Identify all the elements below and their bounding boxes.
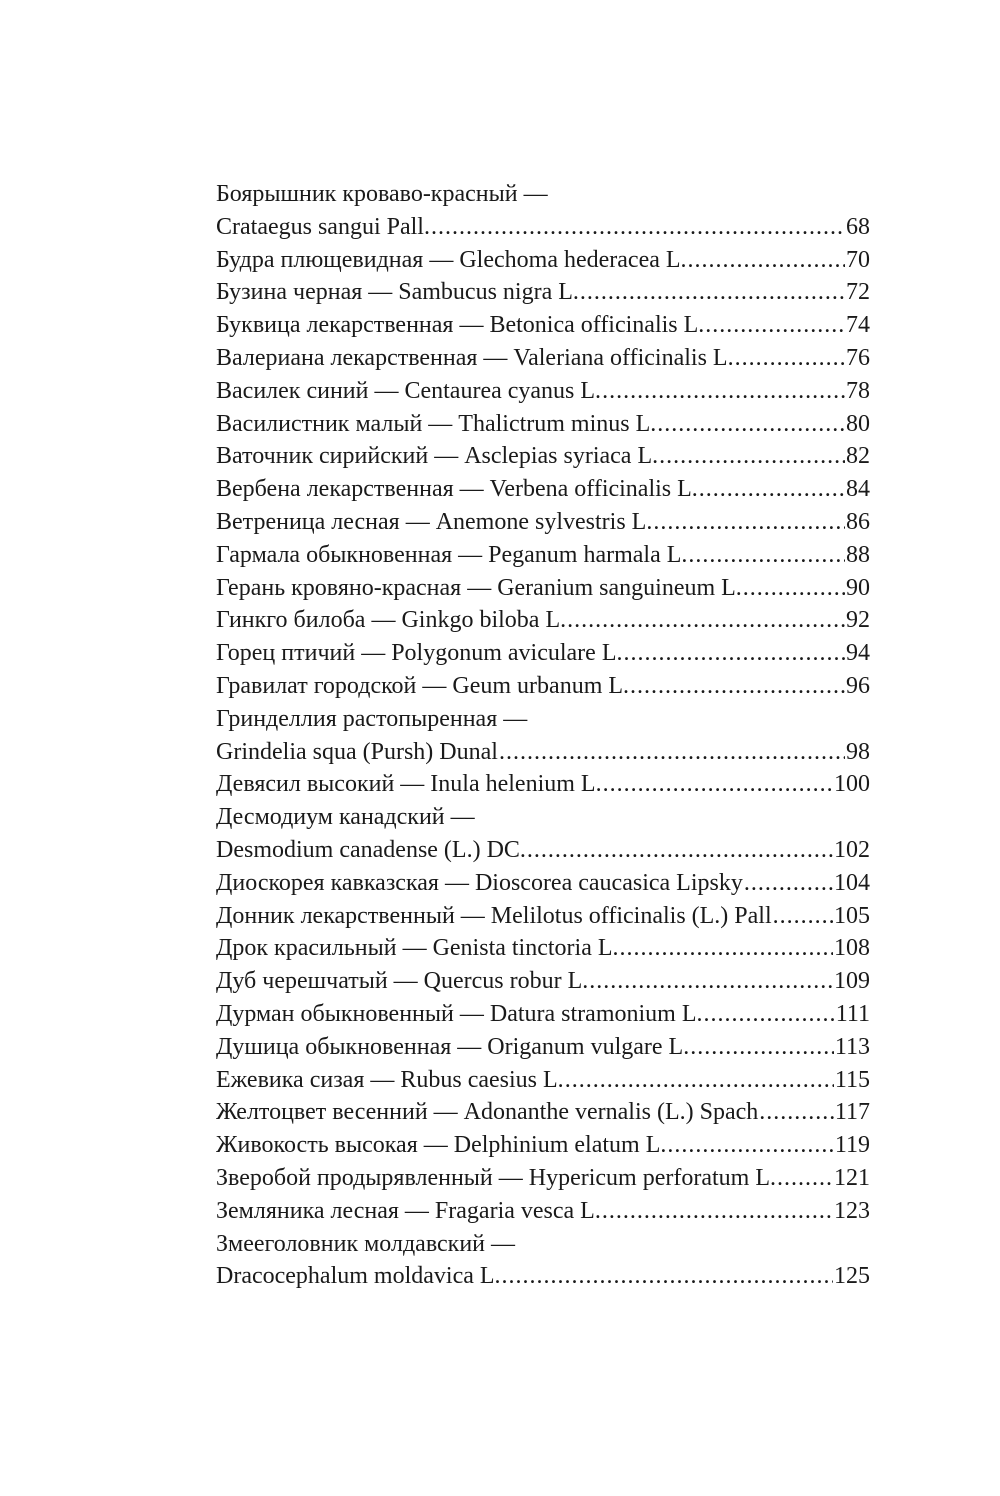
toc-page-number: 98 bbox=[846, 738, 870, 765]
toc-entry bbox=[216, 408, 870, 441]
toc-page-number: 90 bbox=[846, 574, 870, 601]
toc-entry-title: Ветреница лесная — Anemone sylvestris L. bbox=[216, 508, 653, 535]
toc-entry-line bbox=[216, 834, 870, 867]
toc-page-number: 104 bbox=[834, 869, 870, 896]
toc-entry-line bbox=[216, 867, 870, 900]
dot-leader bbox=[602, 1195, 833, 1228]
toc-entry-line bbox=[216, 1228, 870, 1261]
toc-entry-title: Душица обыкновенная — Origanum vulgare L. bbox=[216, 1033, 690, 1060]
dot-leader bbox=[743, 572, 845, 605]
toc-entry-line bbox=[216, 375, 870, 408]
toc-entry bbox=[216, 539, 870, 572]
dot-leader bbox=[735, 342, 845, 375]
dot-leader bbox=[620, 932, 833, 965]
toc-page-number: 100 bbox=[834, 771, 870, 798]
toc-page-number: 72 bbox=[846, 279, 870, 306]
toc-entry bbox=[216, 1228, 870, 1294]
toc-entry-line bbox=[216, 604, 870, 637]
toc-entry-title: Дурман обыкновенный — Datura stramonium L. bbox=[216, 1000, 703, 1027]
dot-leader bbox=[499, 736, 845, 769]
toc-entry-line bbox=[216, 670, 870, 703]
toc-entry bbox=[216, 440, 870, 473]
toc-entry-title: Буквица лекарственная — Betonica officinalis L. bbox=[216, 312, 705, 339]
toc-entry bbox=[216, 768, 870, 801]
toc-entry-title: Диоскорея кавказская — Dioscorea caucasica Lipsky bbox=[216, 869, 743, 896]
toc-page-number: 78 bbox=[846, 377, 870, 404]
toc-entry-title: Герань кровяно-красная — Geranium sanguineum L. bbox=[216, 574, 742, 601]
toc-entry-title: Desmodium canadense (L.) DC. bbox=[216, 836, 526, 863]
toc-entry-title: Гинкго билоба — Ginkgo biloba L. bbox=[216, 607, 567, 634]
dot-leader bbox=[667, 1129, 834, 1162]
dot-leader bbox=[777, 1162, 833, 1195]
toc-entry-title: Гармала обыкновенная — Peganum harmala L. bbox=[216, 541, 688, 568]
dot-leader bbox=[502, 1260, 833, 1293]
toc-entry bbox=[216, 1096, 870, 1129]
toc-page-number: 111 bbox=[835, 1000, 870, 1027]
toc-entry-line bbox=[216, 539, 870, 572]
toc-entry bbox=[216, 342, 870, 375]
toc-entry bbox=[216, 473, 870, 506]
toc-page-number: 121 bbox=[834, 1164, 870, 1191]
toc-entry-line bbox=[216, 1260, 870, 1293]
toc-page-number: 96 bbox=[846, 672, 870, 699]
toc-page-number: 68 bbox=[846, 213, 870, 240]
toc-entry-title: Дуб черешчатый — Quercus robur L. bbox=[216, 968, 589, 995]
dot-leader bbox=[759, 1096, 834, 1129]
dot-leader bbox=[657, 408, 845, 441]
dot-leader bbox=[603, 768, 833, 801]
toc-entry bbox=[216, 1195, 870, 1228]
toc-entry-line bbox=[216, 1031, 870, 1064]
toc-entry bbox=[216, 506, 870, 539]
toc-page-number: 113 bbox=[834, 1033, 870, 1060]
dot-leader bbox=[705, 309, 845, 342]
toc-entry-line bbox=[216, 1129, 870, 1162]
toc-page-number: 102 bbox=[834, 836, 870, 863]
dot-leader bbox=[703, 998, 834, 1031]
toc-entry-title: Гринделлия растопыренная — bbox=[216, 705, 528, 732]
toc-page-number: 74 bbox=[846, 312, 870, 339]
toc-entry-title: Ваточник сирийский — Asclepias syriaca L. bbox=[216, 443, 659, 470]
toc-entry bbox=[216, 1031, 870, 1064]
dot-leader bbox=[527, 834, 833, 867]
toc-entry-title: Горец птичий — Polygonum aviculare L. bbox=[216, 640, 623, 667]
toc-entry bbox=[216, 867, 870, 900]
toc-entry bbox=[216, 900, 870, 933]
toc-entry-line bbox=[216, 178, 870, 211]
toc-page-number: 105 bbox=[834, 902, 870, 929]
toc-entry bbox=[216, 932, 870, 965]
toc-entry-line bbox=[216, 342, 870, 375]
toc-page-number: 108 bbox=[834, 935, 870, 962]
toc-entry-title: Земляника лесная — Fragaria vesca L. bbox=[216, 1197, 601, 1224]
toc-entry-line bbox=[216, 211, 870, 244]
toc-entry bbox=[216, 375, 870, 408]
toc-entry-title: Бузина черная — Sambucus nigra L. bbox=[216, 279, 579, 306]
toc-entry bbox=[216, 1129, 870, 1162]
dot-leader bbox=[659, 440, 845, 473]
toc-page-number: 80 bbox=[846, 410, 870, 437]
dot-leader bbox=[653, 506, 845, 539]
toc-entry-line bbox=[216, 768, 870, 801]
toc-entry bbox=[216, 637, 870, 670]
toc-entry-line bbox=[216, 309, 870, 342]
toc-entry-line bbox=[216, 1064, 870, 1097]
table-of-contents bbox=[216, 178, 870, 1293]
toc-entry bbox=[216, 572, 870, 605]
toc-page-number: 109 bbox=[834, 968, 870, 995]
toc-entry-line bbox=[216, 276, 870, 309]
dot-leader bbox=[699, 473, 845, 506]
toc-entry-title: Будра плющевидная — Glechoma hederacea L. bbox=[216, 246, 687, 273]
toc-entry-line bbox=[216, 637, 870, 670]
dot-leader bbox=[630, 670, 845, 703]
toc-entry-title: Dracocephalum moldavica L. bbox=[216, 1263, 501, 1290]
toc-entry-line bbox=[216, 1096, 870, 1129]
dot-leader bbox=[567, 604, 845, 637]
toc-entry bbox=[216, 309, 870, 342]
toc-page-number: 92 bbox=[846, 607, 870, 634]
toc-page-number: 119 bbox=[834, 1132, 870, 1159]
toc-entry-line bbox=[216, 900, 870, 933]
toc-entry-line bbox=[216, 736, 870, 769]
dot-leader bbox=[431, 211, 845, 244]
toc-entry-title: Желтоцвет весенний — Adonanthe vernalis (L.) Spach bbox=[216, 1099, 759, 1126]
toc-entry bbox=[216, 703, 870, 769]
toc-entry bbox=[216, 244, 870, 277]
toc-page-number: 82 bbox=[846, 443, 870, 470]
toc-entry bbox=[216, 276, 870, 309]
toc-page-number: 84 bbox=[846, 476, 870, 503]
toc-entry-line bbox=[216, 703, 870, 736]
toc-entry-title: Змееголовник молдавский — bbox=[216, 1230, 516, 1257]
toc-entry-title: Ежевика сизая — Rubus caesius L. bbox=[216, 1066, 564, 1093]
toc-entry-title: Живокость высокая — Delphinium elatum L. bbox=[216, 1132, 667, 1159]
toc-entry bbox=[216, 801, 870, 867]
toc-entry-line bbox=[216, 965, 870, 998]
dot-leader bbox=[688, 539, 845, 572]
toc-entry-title: Василек синий — Centaurea cyanus L. bbox=[216, 377, 602, 404]
toc-entry-title: Дрок красильный — Genista tinctoria L. bbox=[216, 935, 619, 962]
toc-entry-line bbox=[216, 506, 870, 539]
toc-entry bbox=[216, 604, 870, 637]
toc-entry-title: Боярышник кроваво-красный — bbox=[216, 181, 548, 207]
toc-entry-line bbox=[216, 244, 870, 277]
toc-page-number: 123 bbox=[834, 1197, 870, 1224]
toc-page-number: 88 bbox=[846, 541, 870, 568]
dot-leader bbox=[602, 375, 845, 408]
toc-entry bbox=[216, 998, 870, 1031]
toc-entry-title: Гравилат городской — Geum urbanum L. bbox=[216, 672, 630, 699]
dot-leader bbox=[589, 965, 833, 998]
toc-entry bbox=[216, 1162, 870, 1195]
toc-page-number: 125 bbox=[834, 1263, 870, 1290]
toc-entry-title: Crataegus sangui Pall. bbox=[216, 213, 430, 240]
toc-page-number: 76 bbox=[846, 344, 870, 371]
toc-entry-line bbox=[216, 801, 870, 834]
dot-leader bbox=[744, 867, 833, 900]
toc-page-number: 86 bbox=[846, 508, 870, 535]
toc-entry-title: Девясил высокий — Inula helenium L. bbox=[216, 771, 602, 798]
toc-entry-title: Grindelia squa (Pursh) Dunal bbox=[216, 738, 498, 765]
dot-leader bbox=[690, 1031, 834, 1064]
toc-entry-line bbox=[216, 1162, 870, 1195]
toc-entry-line bbox=[216, 408, 870, 441]
toc-entry-title: Донник лекарственный — Melilotus officinalis (L.) Pall bbox=[216, 902, 772, 929]
toc-entry-line bbox=[216, 572, 870, 605]
toc-entry-title: Десмодиум канадский — bbox=[216, 804, 475, 831]
toc-entry-line bbox=[216, 440, 870, 473]
toc-page-number: 117 bbox=[834, 1099, 870, 1126]
toc-entry-line bbox=[216, 998, 870, 1031]
toc-page-number: 70 bbox=[846, 246, 870, 273]
dot-leader bbox=[565, 1064, 834, 1097]
dot-leader bbox=[623, 637, 845, 670]
dot-leader bbox=[773, 900, 833, 933]
toc-entry-title: Валериана лекарственная — Valeriana officinalis L. bbox=[216, 344, 734, 371]
toc-entry bbox=[216, 965, 870, 998]
toc-entry bbox=[216, 670, 870, 703]
toc-entry-line bbox=[216, 932, 870, 965]
dot-leader bbox=[688, 244, 845, 277]
toc-entry-title: Вербена лекарственная — Verbena officinalis L. bbox=[216, 476, 698, 503]
toc-entry-title: Василистник малый — Thalictrum minus L. bbox=[216, 410, 657, 437]
toc-entry-title: Зверобой продырявленный — Hypericum perforatum L. bbox=[216, 1164, 776, 1191]
toc-entry-line bbox=[216, 1195, 870, 1228]
toc-entry bbox=[216, 178, 870, 244]
toc-entry-line bbox=[216, 473, 870, 506]
toc-page-number: 115 bbox=[834, 1066, 870, 1093]
dot-leader bbox=[580, 276, 845, 309]
toc-entry bbox=[216, 1064, 870, 1097]
toc-page-number: 94 bbox=[846, 640, 870, 667]
